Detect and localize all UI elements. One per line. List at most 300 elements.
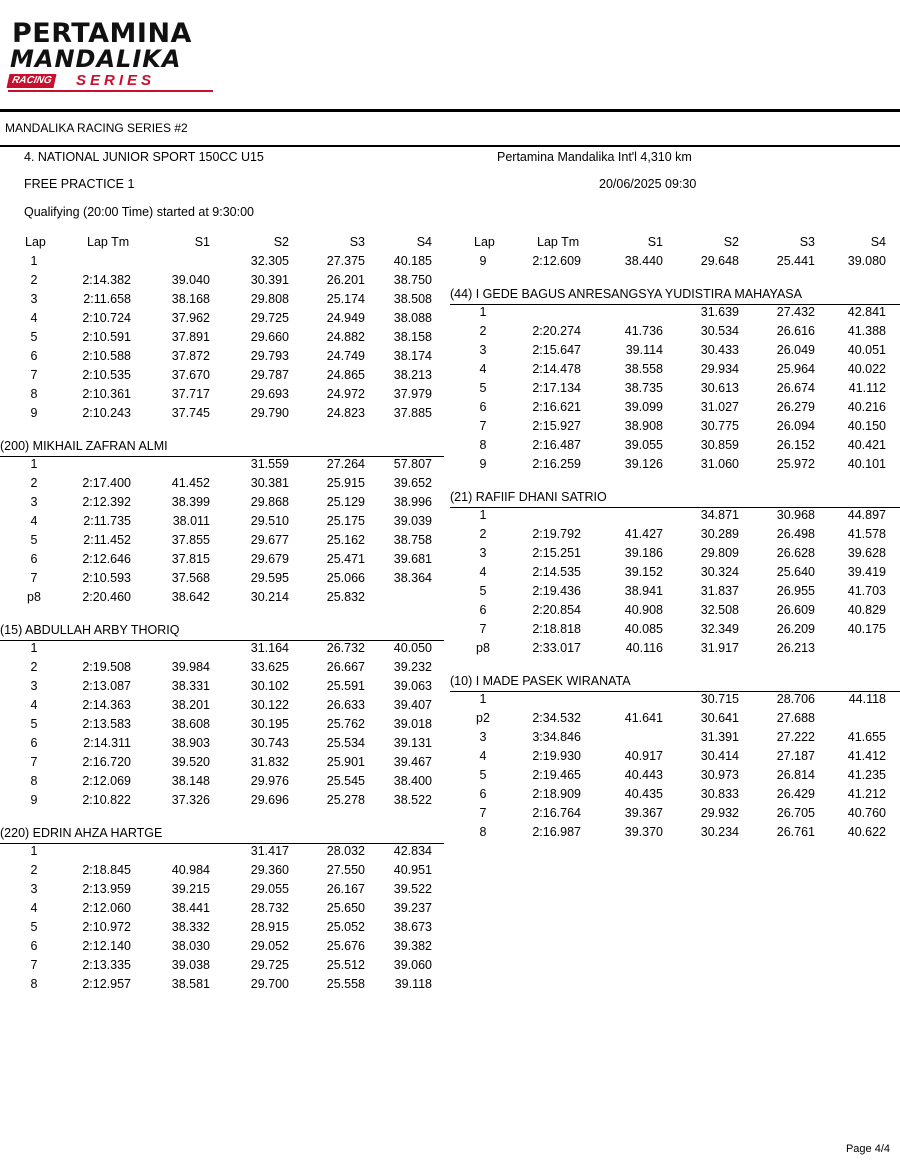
lap-s3: 27.432 <box>776 305 815 319</box>
lap-s4: 38.088 <box>393 311 432 325</box>
lap-s4: 41.112 <box>848 381 886 395</box>
lap-s3: 26.167 <box>326 882 365 896</box>
lap-lap-time: 2:16.720 <box>82 755 131 769</box>
lap-row <box>0 939 900 958</box>
lap-s4: 39.018 <box>393 717 432 731</box>
column-header-s1: S1 <box>194 235 210 249</box>
lap-s2: 29.725 <box>250 958 289 972</box>
lap-s4: 38.758 <box>393 533 432 547</box>
lap-lap-time: 2:12.069 <box>82 774 131 788</box>
lap-s4: 37.885 <box>393 406 432 420</box>
lap-row <box>0 977 900 996</box>
lap-s3: 26.152 <box>776 438 815 452</box>
lap-number: 9 <box>479 457 487 471</box>
lap-s3: 27.375 <box>326 254 365 268</box>
lap-s3: 25.832 <box>326 590 365 604</box>
column-header-s1: S1 <box>647 235 663 249</box>
lap-s3: 26.628 <box>776 546 815 560</box>
lap-s3: 25.129 <box>326 495 365 509</box>
lap-s1: 38.440 <box>624 254 663 268</box>
lap-s1: 38.011 <box>172 514 210 528</box>
lap-row <box>0 457 900 476</box>
lap-number: 4 <box>479 749 487 763</box>
lap-s4: 39.419 <box>847 565 886 579</box>
lap-lap-time: 2:19.465 <box>532 768 581 782</box>
lap-s1: 38.608 <box>171 717 210 731</box>
rider-name: (44) I GEDE BAGUS ANRESANGSYA YUDISTIRA MAHAYASA <box>450 287 802 301</box>
lap-lap-time: 2:11.452 <box>83 533 131 547</box>
lap-s1: 37.962 <box>171 311 210 325</box>
lap-s2: 29.700 <box>250 977 289 991</box>
lap-s2: 30.381 <box>250 476 289 490</box>
lap-s3: 26.732 <box>326 641 365 655</box>
lap-s1: 39.152 <box>624 565 663 579</box>
lap-s2: 33.625 <box>250 660 289 674</box>
lap-s3: 25.591 <box>326 679 365 693</box>
lap-s4: 40.150 <box>847 419 886 433</box>
lap-row <box>0 603 900 622</box>
lap-lap-time: 2:11.658 <box>83 292 131 306</box>
lap-row <box>0 787 900 806</box>
lap-s2: 31.917 <box>700 641 739 655</box>
lap-row <box>0 863 900 882</box>
lap-s2: 30.775 <box>700 419 739 433</box>
lap-number: 8 <box>479 438 487 452</box>
lap-s4: 39.131 <box>393 736 432 750</box>
lap-s3: 24.972 <box>326 387 365 401</box>
lap-row <box>0 305 900 324</box>
lap-s4: 44.897 <box>847 508 886 522</box>
lap-s3: 26.761 <box>776 825 815 839</box>
column-header-lap-time: Lap Tm <box>87 235 130 249</box>
logo-racing: RACING <box>7 74 57 88</box>
lap-s4: 41.235 <box>847 768 886 782</box>
lap-s1: 37.855 <box>171 533 210 547</box>
lap-s2: 29.693 <box>250 387 289 401</box>
lap-s1: 38.908 <box>624 419 663 433</box>
lap-lap-time: 3:34.846 <box>532 730 581 744</box>
lap-s3: 25.650 <box>326 901 365 915</box>
lap-s2: 32.349 <box>700 622 739 636</box>
lap-lap-time: 2:19.508 <box>82 660 131 674</box>
lap-s4: 44.118 <box>848 692 886 706</box>
lap-s3: 26.633 <box>326 698 365 712</box>
session-datetime: 20/06/2025 09:30 <box>599 177 697 191</box>
qualifying-note: Qualifying (20:00 Time) started at 9:30:00 <box>24 205 254 219</box>
lap-s1: 38.332 <box>171 920 210 934</box>
lap-s2: 30.289 <box>700 527 739 541</box>
column-header-s3: S3 <box>799 235 815 249</box>
lap-s3: 26.674 <box>776 381 815 395</box>
lap-number: 7 <box>479 806 487 820</box>
header-rule <box>0 109 900 112</box>
lap-lap-time: 2:12.392 <box>82 495 131 509</box>
column-header-s2: S2 <box>723 235 739 249</box>
lap-s1: 38.201 <box>171 698 210 712</box>
lap-s2: 29.793 <box>250 349 289 363</box>
lap-lap-time: 2:17.134 <box>532 381 581 395</box>
lap-s1: 37.568 <box>171 571 210 585</box>
lap-lap-time: 2:15.251 <box>532 546 581 560</box>
lap-s3: 24.882 <box>326 330 365 344</box>
lap-number: 2 <box>479 527 487 541</box>
lap-number: 7 <box>479 622 487 636</box>
lap-number: 1 <box>479 305 487 319</box>
lap-s2: 29.677 <box>250 533 289 547</box>
lap-lap-time: 2:10.591 <box>82 330 131 344</box>
lap-s3: 25.471 <box>326 552 365 566</box>
lap-s3: 25.512 <box>326 958 365 972</box>
lap-lap-time: 2:10.593 <box>82 571 131 585</box>
lap-number: 4 <box>30 698 38 712</box>
lap-s3: 24.865 <box>326 368 365 382</box>
lap-row <box>0 622 900 641</box>
lap-lap-time: 2:10.724 <box>82 311 131 325</box>
lap-s3: 26.209 <box>776 622 815 636</box>
lap-number: 4 <box>30 311 38 325</box>
logo-line-1: PERTAMINA <box>12 18 192 49</box>
logo-series: SERIES <box>76 72 156 89</box>
lap-s2: 29.932 <box>700 806 739 820</box>
lap-s4: 39.652 <box>393 476 432 490</box>
lap-lap-time: 2:14.535 <box>532 565 581 579</box>
lap-s4: 39.080 <box>847 254 886 268</box>
lap-s1: 41.736 <box>624 324 663 338</box>
lap-s4: 38.522 <box>393 793 432 807</box>
column-header-s3: S3 <box>349 235 365 249</box>
lap-s1: 39.040 <box>171 273 210 287</box>
lap-s4: 57.807 <box>393 457 432 471</box>
column-header-lap: Lap <box>25 235 46 249</box>
lap-s4: 39.628 <box>847 546 886 560</box>
lap-s4: 40.185 <box>393 254 432 268</box>
lap-s1: 39.370 <box>624 825 663 839</box>
lap-s1: 37.326 <box>171 793 210 807</box>
lap-s3: 27.688 <box>776 711 815 725</box>
lap-lap-time: 2:14.478 <box>532 362 581 376</box>
column-header-s2: S2 <box>273 235 289 249</box>
lap-s2: 30.102 <box>250 679 289 693</box>
lap-number: 6 <box>30 552 38 566</box>
lap-s4: 39.382 <box>393 939 432 953</box>
lap-s1: 39.520 <box>171 755 210 769</box>
lap-lap-time: 2:12.060 <box>82 901 131 915</box>
lap-lap-time: 2:33.017 <box>532 641 581 655</box>
lap-s2: 28.732 <box>250 901 289 915</box>
lap-s3: 27.550 <box>326 863 365 877</box>
lap-s3: 26.814 <box>776 768 815 782</box>
lap-s4: 39.232 <box>393 660 432 674</box>
lap-s4: 40.175 <box>847 622 886 636</box>
lap-number: 6 <box>479 400 487 414</box>
lap-s1: 40.917 <box>624 749 663 763</box>
lap-s3: 25.162 <box>326 533 365 547</box>
lap-s1: 37.670 <box>171 368 210 382</box>
lap-s4: 38.213 <box>393 368 432 382</box>
lap-lap-time: 2:19.930 <box>532 749 581 763</box>
lap-row <box>0 730 900 749</box>
lap-s2: 30.641 <box>700 711 739 725</box>
lap-s4: 42.834 <box>393 844 432 858</box>
lap-s3: 25.278 <box>326 793 365 807</box>
lap-s1: 41.427 <box>624 527 663 541</box>
lap-number: 5 <box>30 717 38 731</box>
lap-number: 8 <box>30 387 38 401</box>
lap-s4: 38.996 <box>393 495 432 509</box>
lap-s2: 29.934 <box>700 362 739 376</box>
lap-number: 5 <box>30 533 38 547</box>
lap-lap-time: 2:19.792 <box>532 527 581 541</box>
lap-s3: 25.441 <box>776 254 815 268</box>
lap-number: 2 <box>30 863 38 877</box>
column-header-lap: Lap <box>474 235 495 249</box>
lap-s3: 27.264 <box>326 457 365 471</box>
logo-line-3 <box>8 72 213 92</box>
lap-row <box>0 692 900 711</box>
lap-s3: 25.915 <box>326 476 365 490</box>
lap-s4: 40.050 <box>393 641 432 655</box>
logo-line-2: MANDALIKA <box>10 45 182 73</box>
lap-s2: 32.305 <box>250 254 289 268</box>
lap-s2: 30.859 <box>700 438 739 452</box>
lap-s4: 39.467 <box>393 755 432 769</box>
logo-stripe <box>8 90 213 92</box>
lap-number: 4 <box>479 362 487 376</box>
circuit-info: Pertamina Mandalika Int'l 4,310 km <box>497 150 692 164</box>
lap-s2: 29.696 <box>250 793 289 807</box>
lap-row <box>0 527 900 546</box>
lap-number: 5 <box>30 920 38 934</box>
lap-number: p8 <box>27 590 41 604</box>
lap-number: 3 <box>30 495 38 509</box>
lap-s4: 40.951 <box>393 863 432 877</box>
lap-number: 8 <box>479 825 487 839</box>
lap-number: 9 <box>30 793 38 807</box>
lap-row <box>0 400 900 419</box>
lap-s4: 37.979 <box>393 387 432 401</box>
lap-s3: 26.705 <box>776 806 815 820</box>
lap-lap-time: 2:13.335 <box>82 958 131 972</box>
lap-s1: 40.435 <box>624 787 663 801</box>
lap-number: p2 <box>476 711 490 725</box>
lap-s1: 39.186 <box>624 546 663 560</box>
lap-lap-time: 2:19.436 <box>532 584 581 598</box>
lap-row <box>0 419 900 438</box>
lap-s3: 25.640 <box>776 565 815 579</box>
lap-lap-time: 2:20.274 <box>532 324 581 338</box>
lap-s3: 26.616 <box>776 324 815 338</box>
lap-lap-time: 2:18.818 <box>532 622 581 636</box>
lap-s2: 29.790 <box>250 406 289 420</box>
lap-s1: 40.085 <box>624 622 663 636</box>
lap-s4: 39.039 <box>393 514 432 528</box>
lap-lap-time: 2:12.609 <box>532 254 581 268</box>
page-number: Page 4/4 <box>845 1143 890 1155</box>
lap-lap-time: 2:16.621 <box>532 400 581 414</box>
lap-s4: 42.841 <box>847 305 886 319</box>
lap-lap-time: 2:10.361 <box>82 387 131 401</box>
lap-s4: 39.060 <box>393 958 432 972</box>
lap-s1: 38.581 <box>171 977 210 991</box>
lap-s3: 25.534 <box>326 736 365 750</box>
lap-lap-time: 2:16.259 <box>532 457 581 471</box>
lap-s3: 26.955 <box>776 584 815 598</box>
lap-s4: 38.364 <box>393 571 432 585</box>
lap-row <box>0 362 900 381</box>
lap-s4: 41.388 <box>847 324 886 338</box>
lap-s2: 29.660 <box>250 330 289 344</box>
lap-row <box>0 882 900 901</box>
lap-s2: 30.534 <box>700 324 739 338</box>
lap-lap-time: 2:10.588 <box>82 349 131 363</box>
lap-s2: 30.324 <box>700 565 739 579</box>
lap-s2: 30.433 <box>700 343 739 357</box>
rider-name: (200) MIKHAIL ZAFRAN ALMI <box>0 439 168 453</box>
lap-s3: 25.972 <box>776 457 815 471</box>
lap-s1: 39.055 <box>624 438 663 452</box>
lap-number: 4 <box>30 901 38 915</box>
lap-s4: 41.212 <box>847 787 886 801</box>
lap-lap-time: 2:20.854 <box>532 603 581 617</box>
lap-s2: 30.973 <box>700 768 739 782</box>
lap-s2: 29.595 <box>250 571 289 585</box>
lap-number: 2 <box>30 660 38 674</box>
lap-s4: 40.022 <box>847 362 886 376</box>
lap-s1: 38.030 <box>171 939 210 953</box>
lap-number: 3 <box>30 882 38 896</box>
lap-s2: 29.808 <box>250 292 289 306</box>
lap-s4: 39.522 <box>393 882 432 896</box>
lap-s1: 37.891 <box>171 330 210 344</box>
lap-lap-time: 2:10.972 <box>82 920 131 934</box>
lap-s3: 25.901 <box>326 755 365 769</box>
lap-row <box>0 546 900 565</box>
lap-number: 1 <box>30 457 38 471</box>
lap-number: 1 <box>479 508 487 522</box>
lap-s1: 38.168 <box>171 292 210 306</box>
lap-lap-time: 2:10.822 <box>82 793 131 807</box>
lap-row <box>0 768 900 787</box>
lap-s2: 29.052 <box>250 939 289 953</box>
lap-s2: 30.715 <box>700 692 739 706</box>
lap-number: 7 <box>30 368 38 382</box>
lap-row <box>0 324 900 343</box>
lap-lap-time: 2:16.987 <box>532 825 581 839</box>
lap-s1: 40.908 <box>624 603 663 617</box>
lap-s3: 25.762 <box>326 717 365 731</box>
lap-s4: 39.063 <box>393 679 432 693</box>
lap-s3: 28.032 <box>326 844 365 858</box>
lap-s1: 37.717 <box>171 387 210 401</box>
lap-s1: 39.984 <box>171 660 210 674</box>
lap-s1: 39.038 <box>171 958 210 972</box>
lap-s2: 29.976 <box>250 774 289 788</box>
lap-lap-time: 2:13.087 <box>82 679 131 693</box>
lap-s1: 38.331 <box>171 679 210 693</box>
lap-s3: 25.052 <box>326 920 365 934</box>
lap-s2: 29.055 <box>250 882 289 896</box>
lap-s4: 39.118 <box>394 977 432 991</box>
lap-number: 2 <box>30 476 38 490</box>
lap-s1: 40.116 <box>625 641 663 655</box>
lap-number: 3 <box>479 343 487 357</box>
lap-s2: 29.510 <box>250 514 289 528</box>
lap-s3: 25.558 <box>326 977 365 991</box>
lap-s2: 31.391 <box>700 730 739 744</box>
lap-s4: 39.237 <box>393 901 432 915</box>
lap-s1: 37.872 <box>171 349 210 363</box>
lap-number: 6 <box>30 349 38 363</box>
lap-s4: 38.174 <box>393 349 432 363</box>
lap-s3: 25.676 <box>326 939 365 953</box>
event-title: MANDALIKA RACING SERIES #2 <box>5 121 188 135</box>
lap-s4: 39.681 <box>393 552 432 566</box>
lap-lap-time: 2:10.535 <box>82 368 131 382</box>
lap-lap-time: 2:12.646 <box>82 552 131 566</box>
lap-s4: 41.578 <box>847 527 886 541</box>
lap-lap-time: 2:20.460 <box>82 590 131 604</box>
lap-number: 7 <box>30 571 38 585</box>
lap-s4: 38.508 <box>393 292 432 306</box>
rider-name: (10) I MADE PASEK WIRANATA <box>450 674 631 688</box>
lap-s2: 31.559 <box>250 457 289 471</box>
lap-s1: 38.399 <box>171 495 210 509</box>
lap-lap-time: 2:10.243 <box>82 406 131 420</box>
lap-lap-time: 2:16.487 <box>532 438 581 452</box>
lap-s3: 30.968 <box>776 508 815 522</box>
lap-s4: 40.421 <box>847 438 886 452</box>
event-rule <box>0 145 900 147</box>
lap-number: 6 <box>30 939 38 953</box>
lap-s4: 40.051 <box>847 343 886 357</box>
lap-number: 9 <box>30 406 38 420</box>
lap-number: 5 <box>30 330 38 344</box>
lap-number: 6 <box>479 787 487 801</box>
lap-s3: 28.706 <box>776 692 815 706</box>
lap-s2: 31.417 <box>250 844 289 858</box>
pertamina-mandalika-logo <box>8 20 213 96</box>
lap-s2: 31.164 <box>250 641 289 655</box>
lap-s3: 25.964 <box>776 362 815 376</box>
lap-row <box>0 508 900 527</box>
lap-s3: 27.222 <box>776 730 815 744</box>
lap-s2: 29.360 <box>250 863 289 877</box>
lap-s3: 26.213 <box>776 641 815 655</box>
lap-s2: 30.613 <box>700 381 739 395</box>
lap-row <box>0 958 900 977</box>
rider-name: (220) EDRIN AHZA HARTGE <box>0 826 163 840</box>
lap-s3: 26.498 <box>776 527 815 541</box>
lap-s3: 25.175 <box>326 514 365 528</box>
lap-lap-time: 2:12.140 <box>82 939 131 953</box>
lap-lap-time: 2:11.735 <box>83 514 131 528</box>
lap-s3: 27.187 <box>776 749 815 763</box>
lap-s2: 31.837 <box>700 584 739 598</box>
lap-row <box>0 901 900 920</box>
lap-s4: 40.622 <box>847 825 886 839</box>
lap-s2: 28.915 <box>250 920 289 934</box>
lap-s4: 41.412 <box>847 749 886 763</box>
lap-s4: 41.703 <box>847 584 886 598</box>
lap-s1: 37.815 <box>171 552 210 566</box>
column-header-lap-time: Lap Tm <box>537 235 580 249</box>
rider-name: (15) ABDULLAH ARBY THORIQ <box>0 623 180 637</box>
lap-s2: 30.122 <box>250 698 289 712</box>
lap-lap-time: 2:13.959 <box>82 882 131 896</box>
lap-number: 3 <box>30 679 38 693</box>
lap-s1: 40.984 <box>171 863 210 877</box>
lap-s1: 38.441 <box>171 901 210 915</box>
